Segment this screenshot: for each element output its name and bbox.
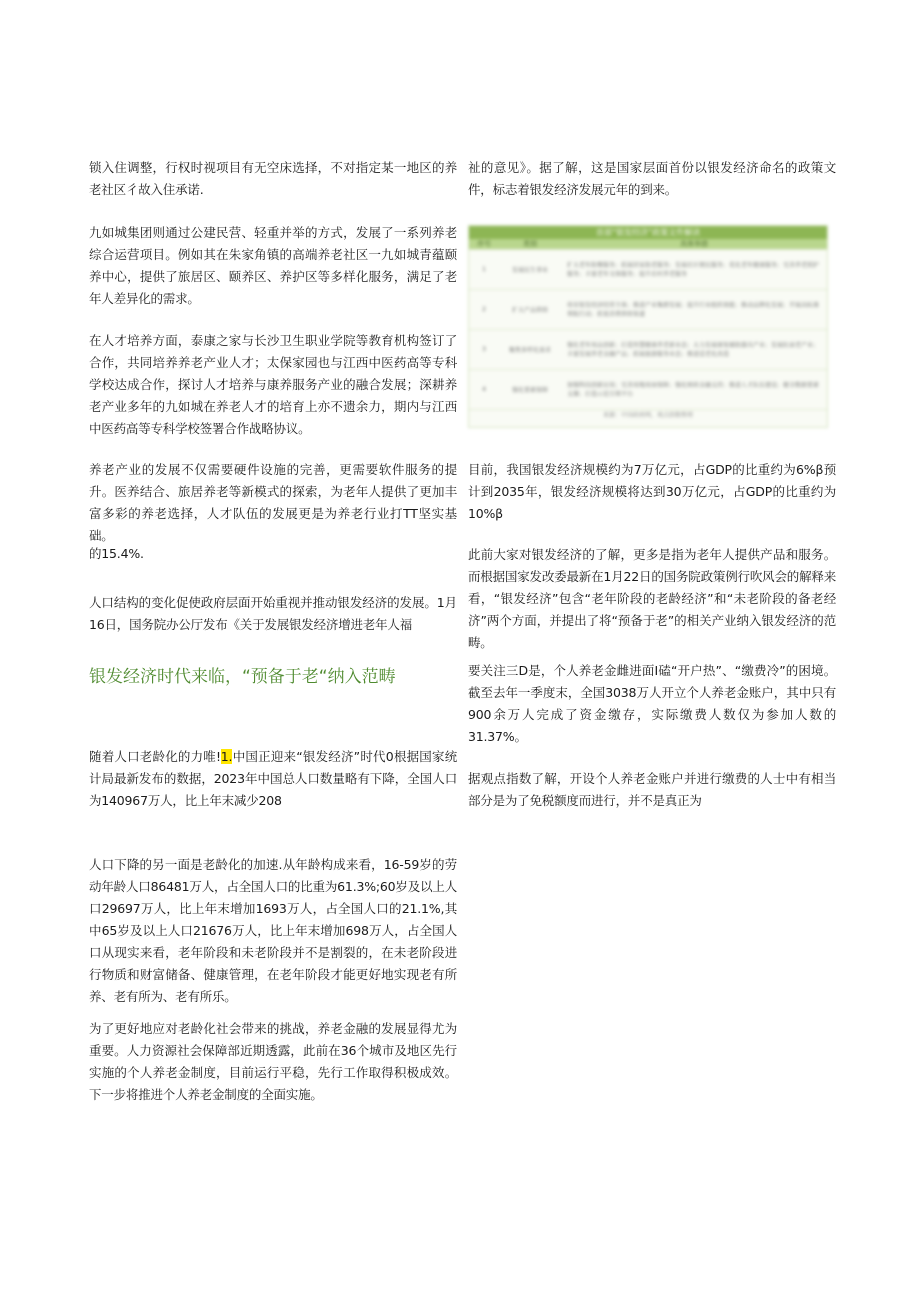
table-cell-measures: 培育银发经济经营主体；推进产业集群发展；提升行业组织效能；推动品牌化发展；开展高标准领航行动；拓宽消费供给渠道 [567, 301, 820, 318]
paragraph-economy-scale: 目前，我国银发经济规模约为7万亿元，占GDP的比重约为6%β预计到2035年，银发经济规模将达到30万亿元，占GDP的比重约为10%β [468, 462, 836, 521]
paragraph-insurance-checkin: 锁入住调整，行权时视项目有无空床选择，不对指定某一地区的养老社区彳故入住承诺. [89, 160, 457, 197]
highlight-mark: 1. [220, 749, 233, 764]
paragraph-silver-economy-scope: 此前大家对银发经济的了解，更多是指为老年人提供产品和服务。而根据国家发改委最新在1月22日的国务院政策例行吹风会的解释来看，“银发经济”包含“老年阶段的老龄经济”和“未老阶段的备老经济”两个方面，并提出了将“预备于老”的相关产业纳入银发经济的范畴。 [468, 547, 836, 650]
table-cell-measures: 强化老年用品创新；打造智慧健康养老新业态；大力发展康复辅助器具产业；发展抗衰老产业；丰富发展养老金融产品；拓展旅游服务业态；推进适老化改造 [567, 341, 820, 358]
paragraph-policy-intro: 人口结构的变化促使政府层面开始重视并推动银发经济的发展。1月16日，国务院办公厅发布《关于发展银发经济增进老年人福 [89, 595, 457, 632]
table-header-cell: 具体举措 [680, 240, 708, 248]
table-cell-no: 2 [482, 306, 486, 313]
table-row [469, 249, 827, 289]
table-cell-measures: 加强科技创新应用；完善用地用房保障；强化财政金融支持；推进人才队伍建设；健全数据要素支撑；打造示范引领平台 [567, 381, 820, 398]
text-run: 随着人口老龄化的力唯! [89, 749, 221, 764]
paragraph-tax-motivation: 据观点指数了解，开设个人养老金账户并进行缴费的人士中有相当部分是为了免税额度而进行，并不是真正为 [468, 771, 836, 808]
table-cell-category: 扩大产品供给 [511, 307, 548, 314]
text-run: 中国正迎来“银发经济”时代0根据国家统计局最新发布的数据，2023年中国总人口数量略有下降，全国人口为140967万人，比上年末减少208 [89, 749, 457, 808]
policy-table-figure [468, 225, 828, 428]
paragraph-jiurucheng-projects: 九如城集团则通过公建民营、轻重并举的方式，发展了一系列养老综合运营项目。例如其在朱家角镇的高端养老社区一九如城青蕴颐养中心，提供了旅居区、颐养区、养护区等多样化服务，满足了老年人差异化的需求。 [89, 225, 457, 306]
table-header-row [469, 239, 827, 249]
table-cell-measures: 扩大老年助餐服务；拓展居家助老服务；发展社区便民服务；优化老年健康服务；完善养老照护服务；丰富老年文体服务；提升农村养老服务 [567, 261, 820, 278]
paragraph-population-data [89, 746, 457, 812]
table-cell-category: 聚焦多样化需求 [508, 347, 551, 354]
table-cell-no: 4 [482, 386, 486, 393]
table-header-cell: 类别 [523, 240, 537, 248]
table-row [469, 329, 827, 369]
paragraph-fragment: 的15.4%. [89, 546, 144, 561]
table-row [469, 289, 827, 329]
paragraph-talent-training: 在人才培养方面，泰康之家与长沙卫生职业学院等教育机构签订了合作，共同培养养老产业人才；太保家园也与江西中医药高等专科学校达成合作，探讨人才培养与康养服务产业的融合发展；深耕养老产业多年的九如城在养老人才的培育上亦不遗余力，期内与江西中医药高等专科学校签署合作战略协议。 [89, 333, 457, 436]
paragraph-policy-document: 祉的意见》。据了解，这是国家层面首份以银发经济命名的政策文件，标志着银发经济发展元年的到来。 [468, 160, 836, 197]
table-row [469, 369, 827, 409]
section-heading: 银发经济时代来临，“预备于老“纳入范畴 [89, 667, 396, 687]
table-source: 来源：中国政府网，观点指数整理 [469, 409, 827, 422]
table-cell-category: 强化要素保障 [511, 387, 548, 394]
paragraph-aging-structure: 人口下降的另一面是老龄化的加速.从年龄构成来看，16-59岁的劳动年龄人口86481万人，占全国人口的比重为61.3%;60岁及以上人口29697万人，比上年末增加1693万人，占全国人口的21.1%,其中65岁及以上人口21676万人，比上年末增加698万人，占全国人口从现实来看，老年阶段和未老阶段并不是割裂的，在未老阶段进行物质和财富储备、健康管理，在老年阶段才能更好地实现老有所养、老有所为、老有所乐。 [89, 857, 457, 1004]
paragraph-pension-account: 要关注三D是，个人养老金雌进面I磕“开户热”、“缴费冷”的困境。截至去年一季度末，全国3038万人开立个人养老金账户，其中只有900余万人完成了资金缴存，实际缴费人数仅为参加人数的31.37%。 [468, 663, 836, 744]
paragraph-industry-development: 养老产业的发展不仅需要硬件设施的完善，更需要软件服务的提升。医养结合、旅居养老等新模式的探索，为老年人提供了更加丰富多彩的养老选择，人才队伍的发展更是为养老行业打TT坚实基础。 [89, 462, 457, 543]
table-cell-category: 发展民生事业 [511, 267, 548, 274]
table-header-cell: 序号 [477, 240, 491, 248]
table-title: 首部“银发经济”政策文件解读 [469, 226, 827, 239]
paragraph-pension-finance: 为了更好地应对老龄化社会带来的挑战，养老金融的发展显得尤为重要。人力资源社会保障部近期透露，此前在36个城市及地区先行实施的个人养老金制度，目前运行平稳，先行工作取得积极成效。下一步将推进个人养老金制度的全面实施。 [89, 1021, 457, 1102]
table-cell-no: 3 [482, 346, 486, 353]
table-cell-no: 1 [482, 266, 486, 273]
